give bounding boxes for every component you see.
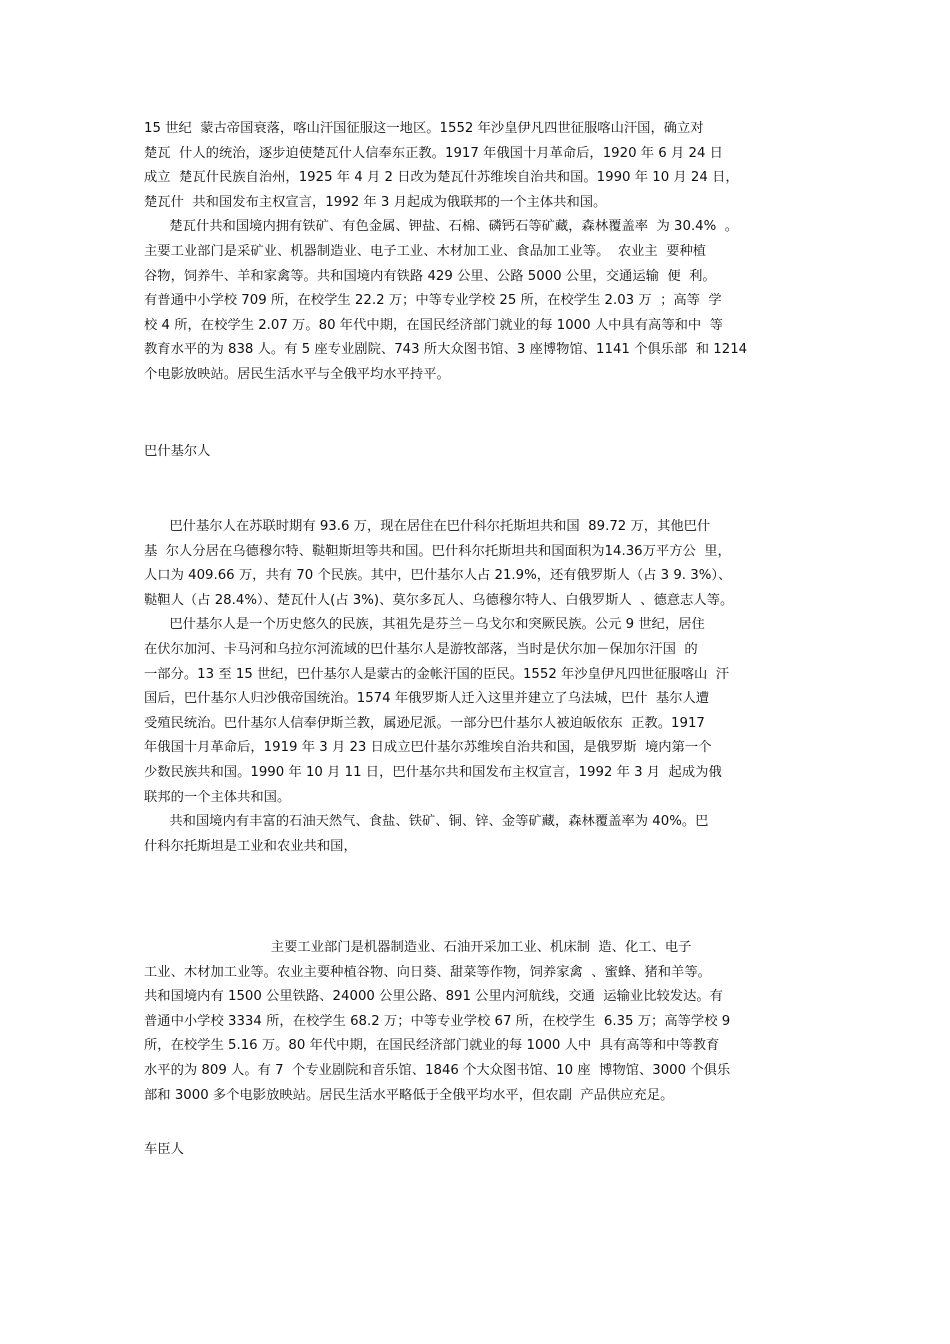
text-line: 年俄国十月革命后，1919 年 3 月 23 日成立巴什基尔苏维埃自治共和国，是俄罗斯 境内第一个 [144,740,712,756]
text-line: 个电影放映站。居民生活水平与全俄平均水平持平。 [144,366,450,382]
text-line: 楚瓦什 共和国发布主权宣言，1992 年 3 月起成为俄联邦的一个主体共和国。 [144,194,607,210]
text-line: 少数民族共和国。1990 年 10 月 11 日，巴什基尔共和国发布主权宣言，1992 年 3 月 起成为俄 [144,764,722,780]
text-line: 楚瓦 什人的统治，逐步迫使楚瓦什人信奉东正教。1917 年俄国十月革命后，1920 年 6 月 24 日 [144,145,723,161]
text-line: 楚瓦什共和国境内拥有铁矿、有色金属、钾盐、石棉、磷钙石等矿藏，森林覆盖率 为 30.4% 。 [144,219,739,235]
section-heading-chechen: 车臣人 [144,1142,184,1157]
text-line: 鞑靼人（占 28.4%）、楚瓦什人(占 3%)、莫尔多瓦人、乌德穆尔特人、白俄罗斯人 、德意志人等。 [144,592,734,608]
text-line: 巴什基尔人在苏联时期有 93.6 万，现在居住在巴什科尔托斯坦共和国 89.72 万，其他巴什 [144,519,711,534]
text-line: 校 4 所，在校学生 2.07 万。80 年代中期，在国民经济部门就业的每 1000 人中具有高等和中 等 [144,317,723,333]
text-line: 谷物，饲养牛、羊和家禽等。共和国境内有铁路 429 公里、公路 5000 公里，交通运输 便 利。 [144,268,716,284]
text-line: 共和国境内有丰富的石油天然气、食盐、铁矿、铜、锌、金等矿藏，森林覆盖率为 40%。巴 [144,814,709,830]
text-line: 共和国境内有 1500 公里铁路、24000 公里公路、891 公里内河航线，交通 运输业比较发达。有 [144,989,723,1005]
text-line: 有普通中小学校 709 所，在校学生 22.2 万；中等专业学校 25 所，在校学生 2.03 万 ；高等 学 [144,293,722,309]
text-line: 巴什基尔人是一个历史悠久的民族，其祖先是芬兰－乌戈尔和突厥民族。公元 9 世纪，居住 [144,617,705,633]
text-line: 教育水平的为 838 人。有 5 座专业剧院、743 所大众图书馆、3 座博物馆、1141 个俱乐部 和 1214 [144,342,748,358]
text-line: 主要工业部门是采矿业、机器制造业、电子工业、木材加工业、食品加工业等。 农业主 要种植 [144,243,707,259]
text-line: 普通中小学校 3334 所，在校学生 68.2 万；中等专业学校 67 所，在校学生 6.35 万；高等学校 9 [144,1013,731,1029]
text-line: 所，在校学生 5.16 万。80 年代中期，在国民经济部门就业的每 1000 人中 具有高等和中等教育 [144,1038,720,1054]
text-line: 主要工业部门是机器制造业、石油开采加工业、机床制 造、化工、电子 [144,940,692,955]
text-line: 什科尔托斯坦是工业和农业共和国， [144,838,357,854]
text-line: 人口为 409.66 万，共有 70 个民族。其中，巴什基尔人占 21.9%，还有俄罗斯人（占 3 9. 3%）、 [144,568,732,584]
section-heading-bashkir: 巴什基尔人 [144,444,211,459]
text-line: 一部分。13 至 15 世纪，巴什基尔人是蒙古的金帐汗国的臣民。1552 年沙皇伊凡四世征服喀山 汗 [144,666,730,682]
text-line: 水平的为 809 人。有 7 个专业剧院和音乐馆、1846 个大众图书馆、10 座 博物馆、3000 个俱乐 [144,1062,731,1078]
text-line: 部和 3000 多个电影放映站。居民生活水平略低于全俄平均水平，但农副 产品供应充足。 [144,1087,674,1103]
text-line: 工业、木材加工业等。农业主要种植谷物、向日葵、甜菜等作物，饲养家禽 、蜜蜂、猪和羊等。 [144,964,711,980]
text-line: 联邦的一个主体共和国。 [144,789,291,805]
paragraph-bashkir-economy [144,936,809,1108]
text-line: 成立 楚瓦什民族自治州，1925 年 4 月 2 日改为楚瓦什苏维埃自治共和国。1990 年 10 月 24 日， [144,170,739,186]
paragraph-bashkir-overview [144,515,809,859]
text-line: 在伏尔加河、卡马河和乌拉尔河流域的巴什基尔人是游牧部落，当时是伏尔加－保加尔汗国 的 [144,641,698,657]
text-line: 基 尔人分居在乌德穆尔特、鞑靼斯坦等共和国。巴什科尔托斯坦共和国面积为14.36万平方公 里， [144,543,731,559]
paragraph-chuvash-history-and-economy [144,117,809,388]
text-line: 15 世纪 蒙古帝国衰落，喀山汗国征服这一地区。1552 年沙皇伊凡四世征服喀山汗国，确立对 [144,121,704,136]
text-line: 受殖民统治。巴什基尔人信奉伊斯兰教，属逊尼派。一部分巴什基尔人被迫皈依东 正教。1917 [144,715,705,731]
text-line: 国后，巴什基尔人归沙俄帝国统治。1574 年俄罗斯人迁入这里并建立了乌法城，巴什 基尔人遭 [144,691,710,707]
